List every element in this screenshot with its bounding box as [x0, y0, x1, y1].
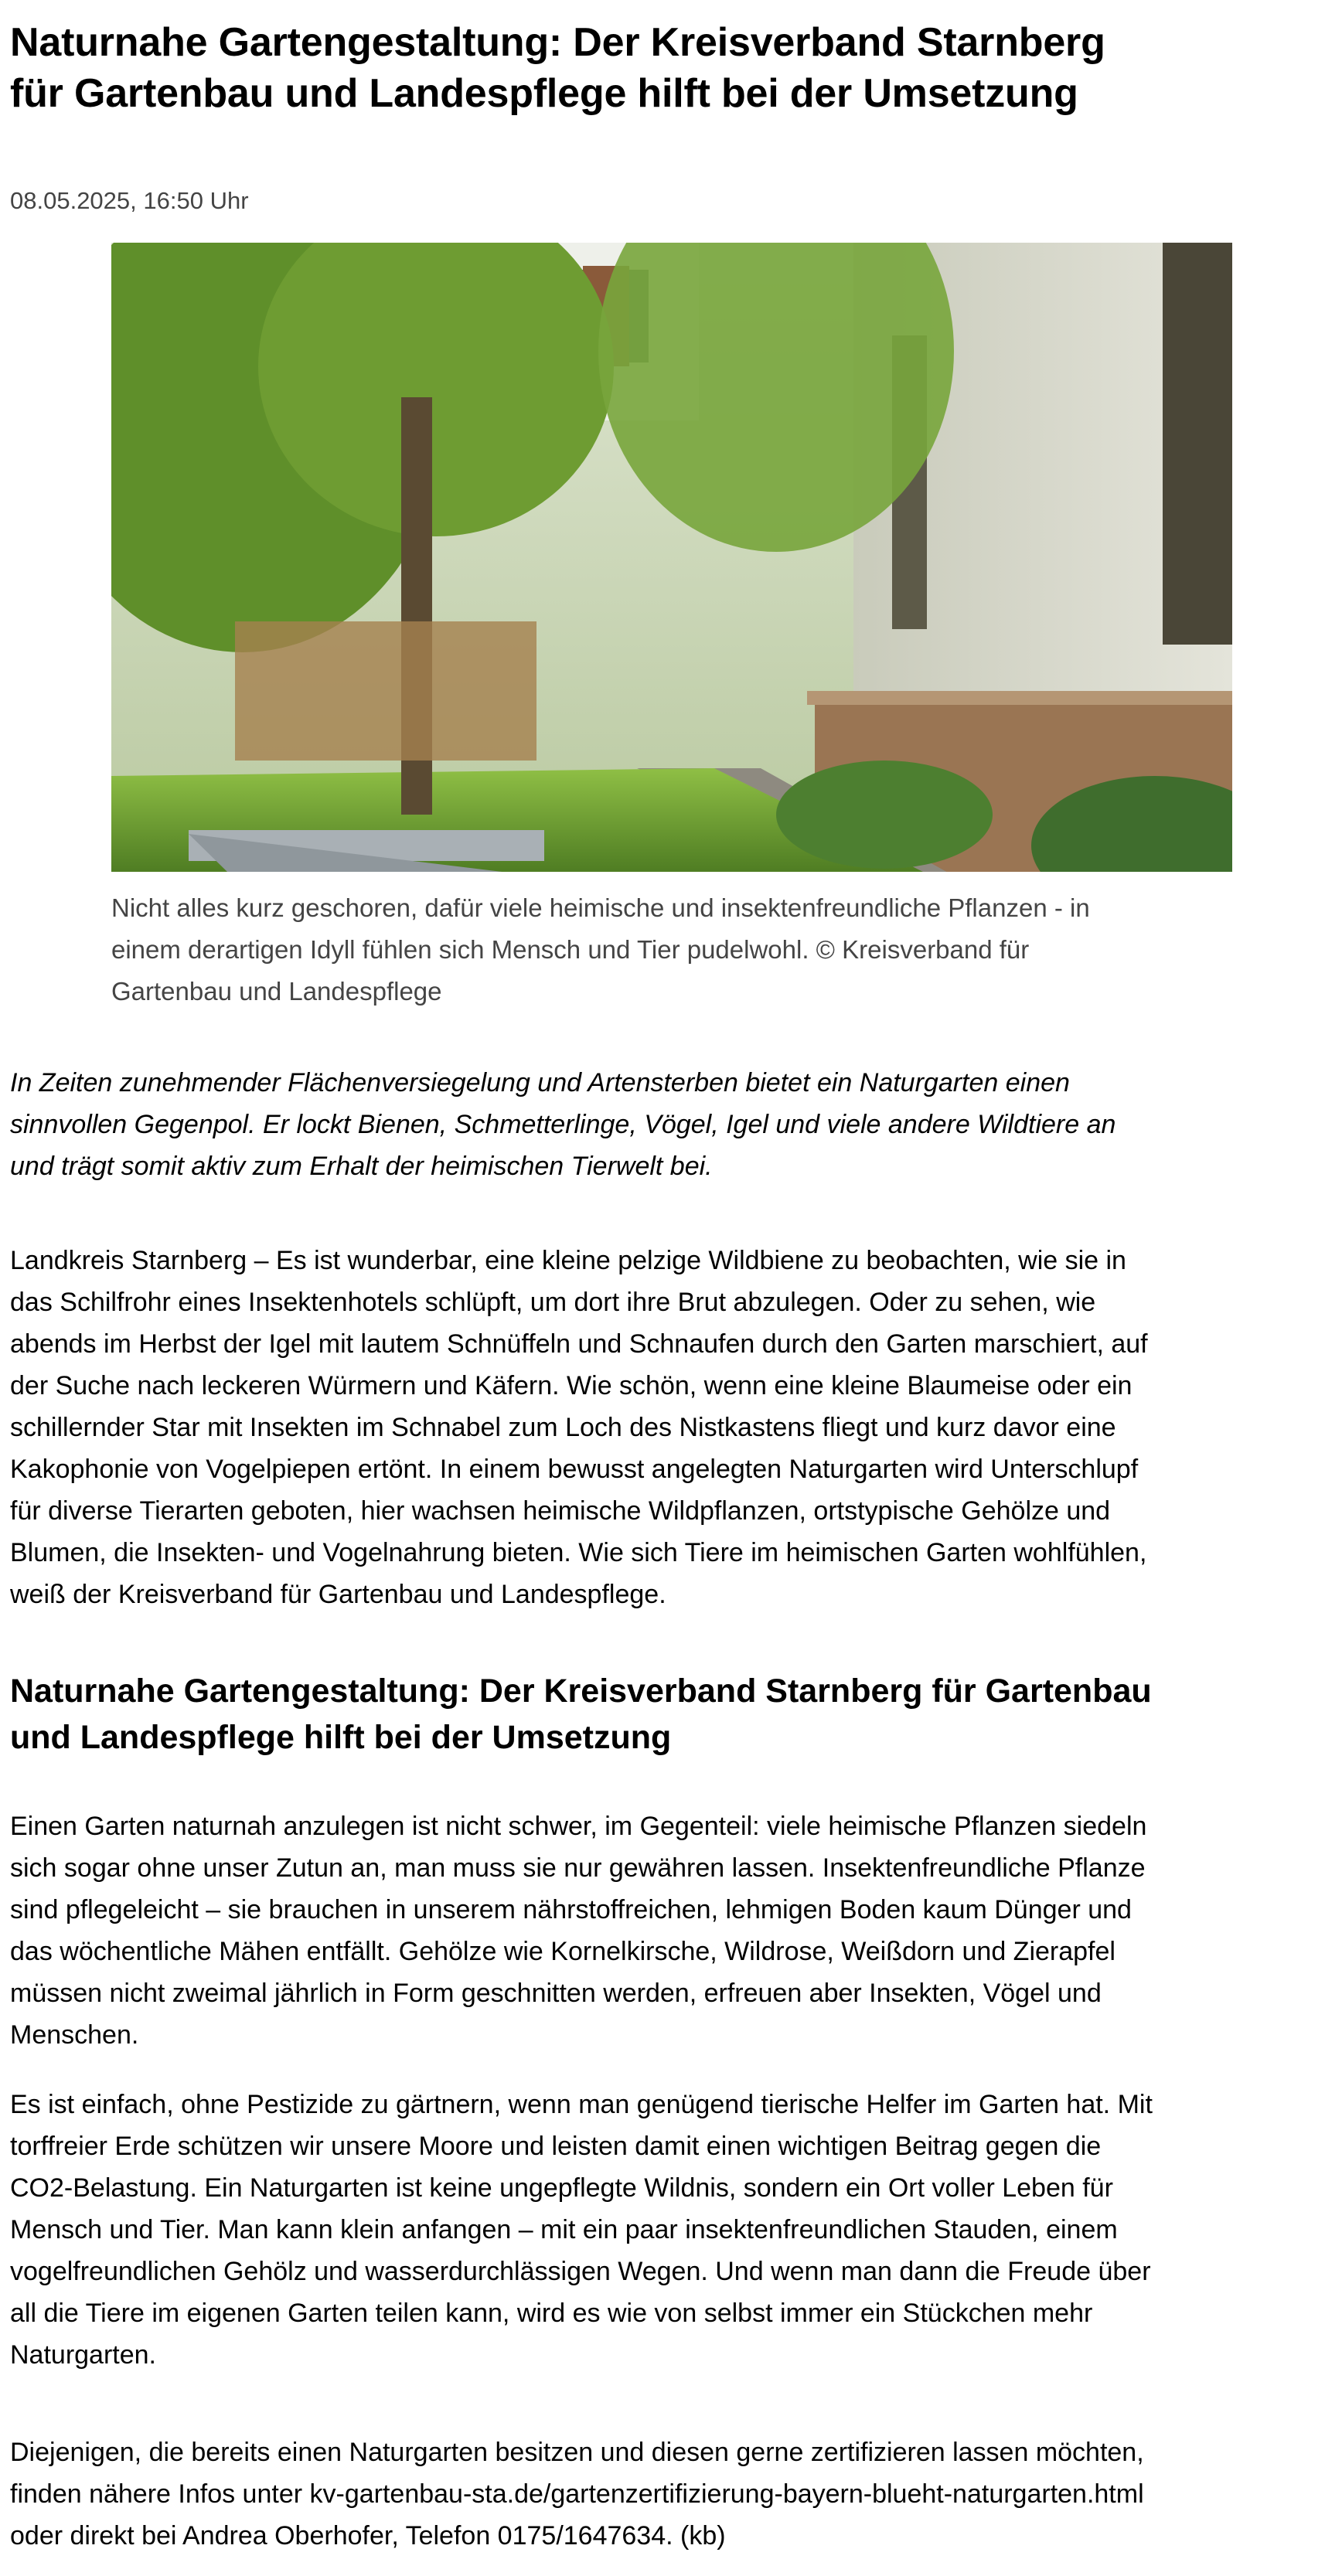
paragraph-line: finden nähere Infos unter kv-gartenbau-sta.de/gartenzertifizierung-bayern-blueht-naturgarten.html — [10, 2479, 1144, 2509]
paragraph-line: Blumen, die Insekten- und Vogelnahrung bieten. Wie sich Tiere im heimischen Garten wohlfühlen, — [10, 1538, 1147, 1567]
caption-line: einem derartigen Idyll fühlen sich Mensch und Tier pudelwohl. © Kreisverband für — [111, 935, 1030, 964]
paragraph-line: torffreier Erde schützen wir unsere Moore und leisten damit einen wichtigen Beitrag gegen die — [10, 2132, 1102, 2161]
article-title — [10, 17, 1105, 119]
paragraph-naturnah — [10, 1805, 1146, 2056]
paragraph-line: das wöchentliche Mähen entfällt. Gehölze wie Kornelkirsche, Wildrose, Weißdorn und Zierapfel — [10, 1937, 1116, 1966]
caption-line: Gartenbau und Landespflege — [111, 977, 442, 1006]
lead-line: und trägt somit aktiv zum Erhalt der heimischen Tierwelt bei. — [10, 1152, 713, 1181]
paragraph-line: Mensch und Tier. Man kann klein anfangen – mit ein paar insektenfreundlichen Stauden, einem — [10, 2215, 1118, 2244]
paragraph-line: Menschen. — [10, 2020, 139, 2050]
paragraph-line: Landkreis Starnberg – Es ist wunderbar, eine kleine pelzige Wildbiene zu beobachten, wie sie in — [10, 1246, 1126, 1275]
paragraph-line: CO2-Belastung. Ein Naturgarten ist keine ungepflegte Wildnis, sondern ein Ort voller Leben für — [10, 2173, 1113, 2203]
caption-line: Nicht alles kurz geschoren, dafür viele heimische und insektenfreundliche Pflanzen - in — [111, 893, 1090, 922]
paragraph-line: Diejenigen, die bereits einen Naturgarten besitzen und diesen gerne zertifizieren lassen möchten, — [10, 2438, 1144, 2467]
title-line: Naturnahe Gartengestaltung: Der Kreisverband Starnberg — [10, 20, 1105, 65]
paragraph-line: Naturgarten. — [10, 2340, 156, 2370]
subheading-line: und Landespflege hilft bei der Umsetzung — [10, 1719, 672, 1756]
paragraph-intro — [10, 1240, 1148, 1615]
paragraph-line: Einen Garten naturnah anzulegen ist nicht schwer, im Gegenteil: viele heimische Pflanzen siedeln — [10, 1812, 1147, 1841]
paragraph-line: schillernder Star mit Insekten im Schnabel zum Loch des Nistkastens fliegt und kurz davor eine — [10, 1413, 1116, 1442]
photo-shrub-mid — [776, 761, 993, 869]
lead-line: In Zeiten zunehmender Flächenversiegelung und Artensterben bietet ein Naturgarten einen — [10, 1068, 1070, 1097]
photo-shutter-2 — [1163, 243, 1232, 645]
paragraph-line: müssen nicht zweimal jährlich in Form geschnitten werden, erfreuen aber Insekten, Vögel und — [10, 1979, 1102, 2008]
paragraph-line: oder direkt bei Andrea Oberhofer, Telefon 0175/1647634. (kb) — [10, 2521, 726, 2550]
paragraph-line: für diverse Tierarten geboten, hier wachsen heimische Wildpflanzen, ortstypische Gehölze und — [10, 1496, 1111, 1526]
paragraph-line: weiß der Kreisverband für Gartenbau und Landespflege. — [10, 1580, 666, 1609]
lead-line: sinnvollen Gegenpol. Er lockt Bienen, Schmetterlinge, Vögel, Igel und viele andere Wildtiere an — [10, 1110, 1116, 1139]
photo-fence — [235, 621, 536, 761]
garden-photo-illustration — [111, 243, 1232, 872]
paragraph-line: vogelfreundlichen Gehölz und wasserdurchlässigen Wegen. Und wenn man dann die Freude über — [10, 2257, 1151, 2286]
paragraph-line: Es ist einfach, ohne Pestizide zu gärtnern, wenn man genügend tierische Helfer im Garten hat. Mit — [10, 2090, 1153, 2119]
article-lead — [10, 1062, 1116, 1187]
paragraph-line: das Schilfrohr eines Insektenhotels schlüpft, um dort ihre Brut abzulegen. Oder zu sehen, wie — [10, 1288, 1096, 1317]
paragraph-line: Kakophonie von Vogelpiepen ertönt. In einem bewusst angelegten Naturgarten wird Unterschlupf — [10, 1455, 1139, 1484]
subheading-line: Naturnahe Gartengestaltung: Der Kreisverband Starnberg für Gartenbau — [10, 1673, 1152, 1710]
paragraph-line: abends im Herbst der Igel mit lautem Schnüffeln und Schnaufen durch den Garten marschiert, auf — [10, 1329, 1148, 1359]
photo-woodpile-shelf — [807, 691, 1232, 705]
paragraph-line: all die Tiere im eigenen Garten teilen kann, wird es wie von selbst immer ein Stückchen mehr — [10, 2299, 1093, 2328]
publish-date: 08.05.2025, 16:50 Uhr — [10, 187, 249, 214]
image-caption — [111, 887, 1090, 1012]
title-line: für Gartenbau und Landespflege hilft bei der Umsetzung — [10, 71, 1078, 116]
paragraph-pestizide — [10, 2084, 1153, 2376]
paragraph-line: sind pflegeleicht – sie brauchen in unserem nährstoffreichen, lehmigen Boden kaum Dünger und — [10, 1895, 1132, 1924]
paragraph-contact — [10, 2431, 1144, 2557]
paragraph-line: sich sogar ohne unser Zutun an, man muss sie nur gewähren lassen. Insektenfreundliche Pflanze — [10, 1853, 1146, 1883]
section-subheading — [10, 1668, 1152, 1761]
garden-photo — [111, 243, 1232, 872]
paragraph-line: der Suche nach leckeren Würmern und Käfern. Wie schön, wenn eine kleine Blaumeise oder ein — [10, 1371, 1133, 1400]
